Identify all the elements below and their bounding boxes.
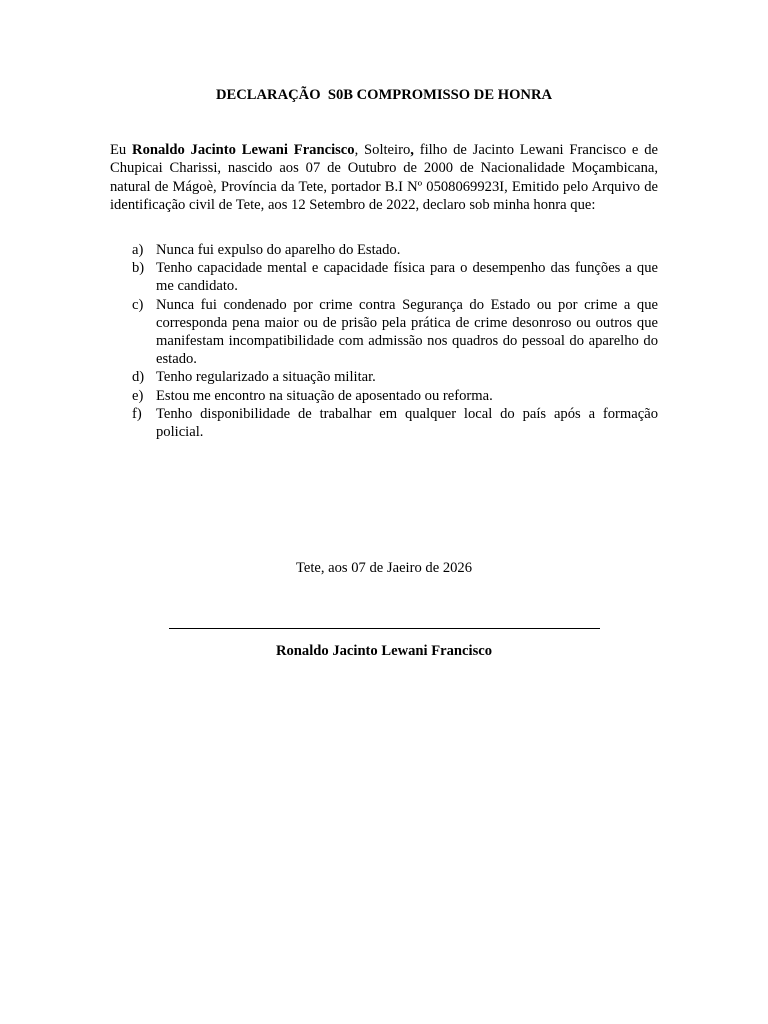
intro-prefix: Eu [110, 142, 133, 158]
intro-paragraph [110, 141, 658, 215]
list-item-text: Nunca fui condenado por crime contra Segurança do Estado ou por crime a que corresponda pena maior ou de prisão pela prática de crime desonroso ou outros que manifestam incompatibilidade com admissão nos quadros do pessoal do aparelho do estado. [156, 296, 658, 368]
list-item [110, 259, 658, 295]
list-marker: e) [132, 387, 144, 404]
list-marker: a) [132, 242, 144, 258]
list-marker: c) [132, 296, 144, 313]
declarant-name: Ronaldo Jacinto Lewani Francisco [132, 142, 355, 158]
list-item-text: Tenho capacidade mental e capacidade física para o desempenho das funções a que me candidato. [156, 260, 658, 295]
list-item-text: Tenho regularizado a situação militar. [156, 369, 376, 386]
intro-marital-status: , Solteiro [354, 142, 411, 158]
intro-body: filho de Jacinto Lewani Francisco e de Chupicai Charissi, nascido aos 07 de Outubro de 2000 de Nacionalidade Moçambicana, natural de Mágoè, Província da Tete, portador B.I Nº 0508069923I, Emitido pelo Arquivo de identificação civil de Tete, aos 12 Setembro de 2022, declaro sob minha honra que: [110, 142, 658, 214]
list-item [110, 241, 658, 259]
signature-name: Ronaldo Jacinto Lewani Francisco [275, 643, 493, 659]
list-item [110, 296, 658, 369]
intro-comma: , [410, 142, 414, 158]
list-item-text: Tenho disponibilidade de trabalhar em qualquer local do país após a formação policial. [156, 405, 658, 441]
list-item [110, 387, 658, 405]
signature-line [169, 628, 600, 629]
list-item [110, 368, 658, 386]
list-marker: b) [132, 260, 145, 277]
declaration-list [110, 241, 658, 441]
list-marker: d) [132, 369, 145, 386]
list-item-text: Nunca fui expulso do aparelho do Estado. [156, 242, 401, 258]
list-marker: f) [132, 405, 142, 422]
place-and-date: Tete, aos 07 de Jaeiro de 2026 [295, 560, 473, 576]
document-title: DECLARAÇÃO S0B COMPROMISSO DE HONRA [215, 87, 553, 103]
list-item [110, 405, 658, 441]
list-item-text: Estou me encontro na situação de aposentado ou reforma. [156, 387, 493, 404]
